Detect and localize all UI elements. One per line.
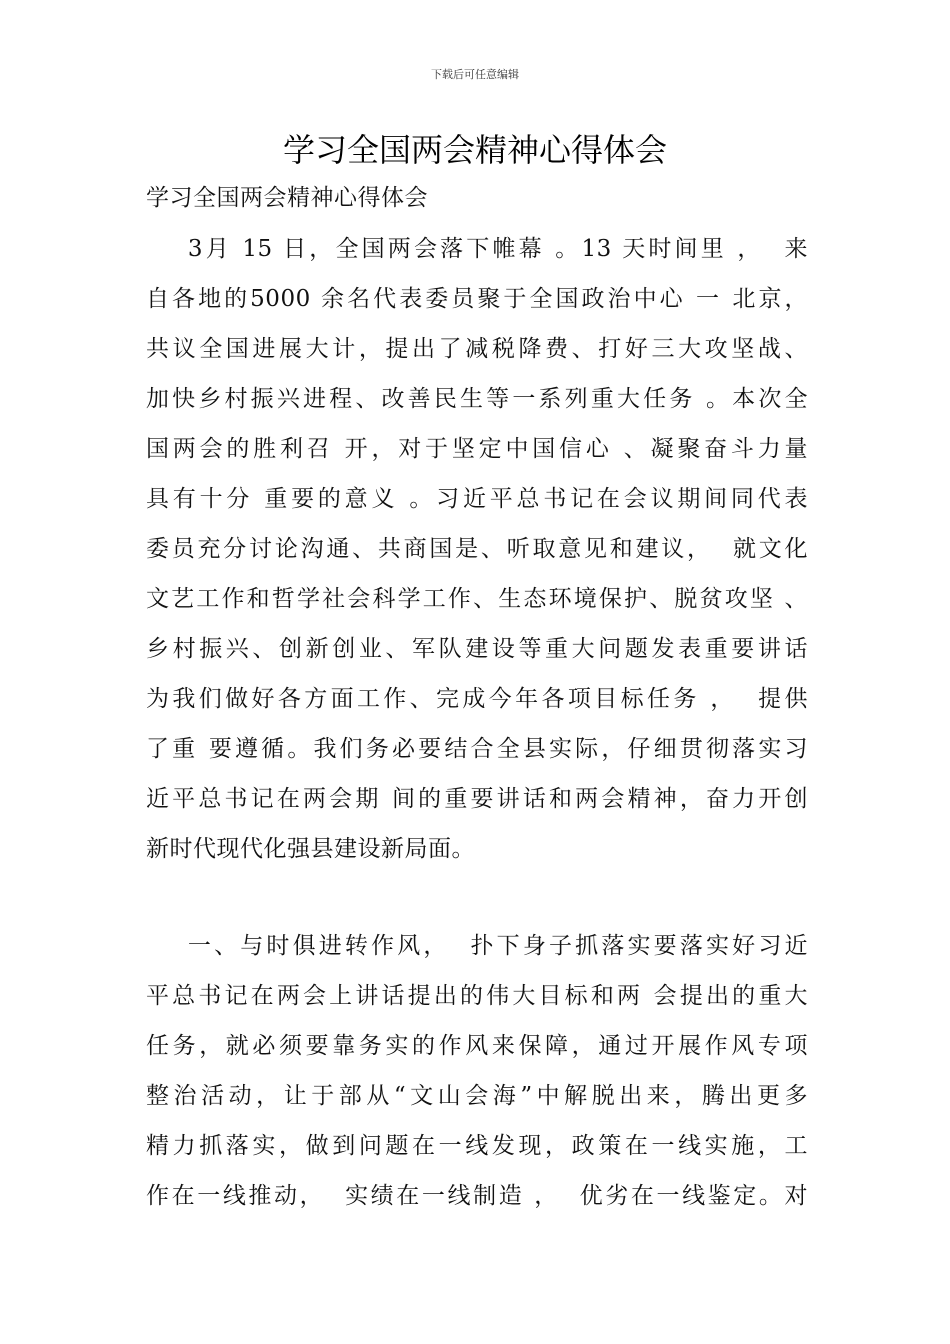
paragraph-line: 精力抓落实，做到问题在一线发现，政策在一线实施，工 [146,1133,808,1159]
paragraph-line: 新时代现代化强县建设新局面。 [146,836,475,862]
paragraph-line: 3月 15 日，全国两会落下帷幕 。13 天时间里 ， 来 [146,236,808,262]
paragraph-line: 近平总书记在两会期 间的重要讲话和两会精神，奋力开创 [146,786,808,812]
paragraph-line: 加快乡村振兴进程、改善民生等一系列重大任务 。本次全 [146,386,808,412]
paragraph-line: 为我们做好各方面工作、完成今年各项目标任务 ， 提供 [146,686,808,712]
paragraph-line: 文艺工作和哲学社会科学工作、生态环境保护、脱贫攻坚 、 [146,586,808,612]
paragraph-line: 一、与时俱进转作风， 扑下身子抓落实要落实好习近 [146,933,808,959]
paragraph-line: 任务，就必须要靠务实的作风来保障，通过开展作风专项 [146,1033,808,1059]
paragraph-2 [146,921,808,1221]
paragraph-1 [146,224,808,874]
paragraph-line: 作在一线推动， 实绩在一线制造 ， 优劣在一线鉴定。对 [146,1183,808,1209]
paragraph-line: 乡村振兴、创新创业、军队建设等重大问题发表重要讲话 [146,636,808,662]
paragraph-line: 了重 要遵循。我们务必要结合全县实际，仔细贯彻落实习 [146,736,808,762]
paragraph-line: 自各地的5000 余名代表委员聚于全国政治中心 一 北京， [146,286,808,312]
paragraph-line: 整治活动，让于部从“文山会海”中解脱出来，腾出更多 [146,1083,808,1109]
paragraph-line: 共议全国进展大计，提出了减税降费、打好三大攻坚战、 [146,336,808,362]
paragraph-line: 委员充分讨论沟通、共商国是、听取意见和建议， 就文化 [146,536,808,562]
header-note: 下载后可任意编辑 [431,68,519,81]
document-title: 学习全国两会精神心得体会 [282,131,667,169]
paragraph-line: 具有十分 重要的意义 。习近平总书记在会议期间同代表 [146,486,808,512]
paragraph-line: 国两会的胜利召 开，对于坚定中国信心 、凝聚奋斗力量 [146,436,808,462]
paragraph-line: 平总书记在两会上讲话提出的伟大目标和两 会提出的重大 [146,983,808,1009]
document-subtitle: 学习全国两会精神心得体会 [146,185,428,211]
